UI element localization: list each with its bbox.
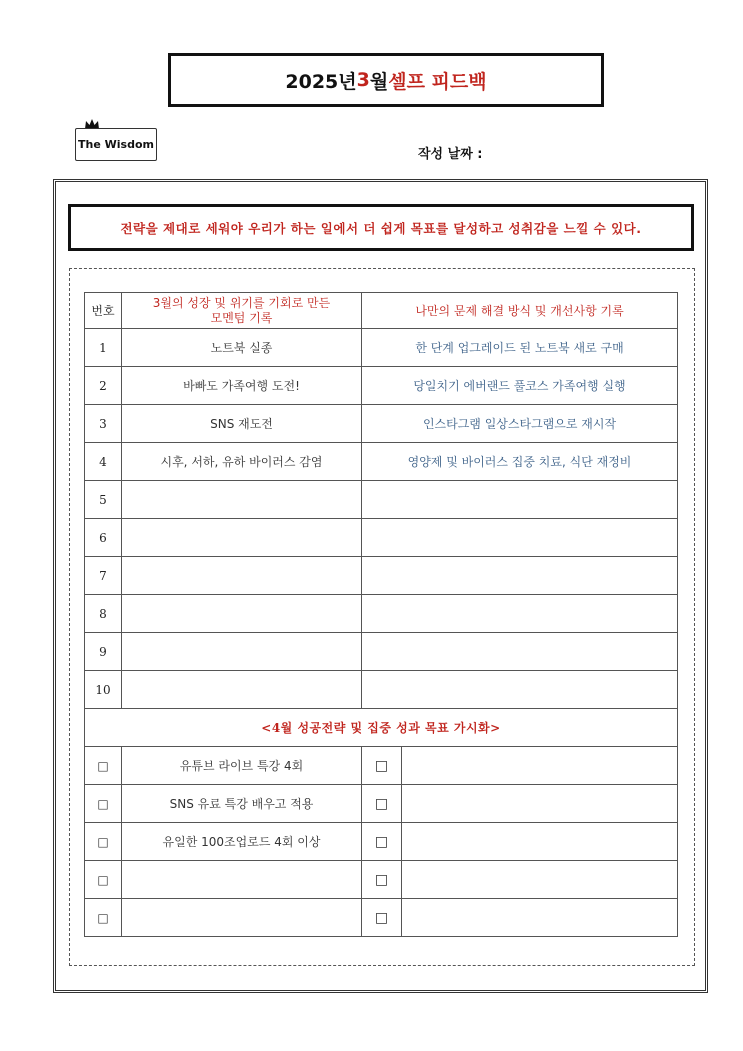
row-number: 3 [85, 405, 122, 443]
row-number: 4 [85, 443, 122, 481]
moment-cell[interactable]: SNS 재도전 [122, 405, 362, 443]
checkbox-right[interactable]: □ [362, 861, 402, 898]
moment-cell[interactable] [122, 595, 362, 633]
page-title [168, 53, 604, 107]
section-title: <4월 성공전략 및 집중 성과 목표 가시화> [85, 709, 678, 747]
checkbox-left[interactable]: □ [85, 823, 122, 861]
goal-left[interactable] [122, 899, 362, 937]
table-row [85, 443, 678, 481]
table-row [85, 671, 678, 709]
section-title-row [85, 709, 678, 747]
row-number: 7 [85, 557, 122, 595]
goal-row [85, 899, 678, 937]
table-row [85, 595, 678, 633]
goal-right-container [362, 747, 678, 785]
checkbox-left[interactable]: □ [85, 747, 122, 785]
row-number: 8 [85, 595, 122, 633]
moment-cell[interactable] [122, 557, 362, 595]
title-rest: 셀프 피드백 [388, 70, 487, 93]
solution-cell[interactable]: 한 단계 업그레이드 된 노트북 새로 구매 [362, 329, 678, 367]
goal-right-container [362, 861, 678, 899]
logo: The Wisdom [75, 128, 157, 161]
solution-cell[interactable]: 인스타그램 일상스타그램으로 재시작 [362, 405, 678, 443]
table-header-row [85, 293, 678, 329]
moment-cell[interactable]: 시후, 서하, 유하 바이러스 감염 [122, 443, 362, 481]
header-solutions: 나만의 문제 해결 방식 및 개선사항 기록 [362, 293, 678, 329]
row-number: 10 [85, 671, 122, 709]
goal-row [85, 747, 678, 785]
checkbox-right[interactable]: □ [362, 747, 402, 784]
table-row [85, 405, 678, 443]
table-row [85, 557, 678, 595]
goal-left[interactable]: SNS 유료 특강 배우고 적용 [122, 785, 362, 823]
goal-right-container [362, 785, 678, 823]
solution-cell[interactable]: 당일치기 에버랜드 풀코스 가족여행 실행 [362, 367, 678, 405]
moment-cell[interactable] [122, 633, 362, 671]
goal-right[interactable] [402, 861, 677, 898]
solution-cell[interactable] [362, 519, 678, 557]
goal-right[interactable] [402, 823, 677, 860]
checkbox-left[interactable]: □ [85, 899, 122, 937]
date-label: 작성 날짜 : [418, 147, 483, 162]
row-number: 2 [85, 367, 122, 405]
solution-cell[interactable] [362, 595, 678, 633]
solution-cell[interactable] [362, 671, 678, 709]
moment-cell[interactable] [122, 481, 362, 519]
row-number: 1 [85, 329, 122, 367]
title-year: 2025년 [285, 70, 357, 93]
table-row [85, 367, 678, 405]
checkbox-right[interactable]: □ [362, 785, 402, 822]
header-moments-line1: 3월의 성장 및 위기를 기회로 만든 [152, 295, 331, 310]
checkbox-left[interactable]: □ [85, 861, 122, 899]
goal-right[interactable] [402, 747, 677, 784]
row-number: 6 [85, 519, 122, 557]
checkbox-right[interactable]: □ [362, 823, 402, 860]
feedback-table [84, 292, 678, 937]
goal-left[interactable] [122, 861, 362, 899]
header-moments-line2: 모멘텀 기록 [210, 310, 273, 325]
solution-cell[interactable] [362, 557, 678, 595]
goal-row [85, 823, 678, 861]
goal-right-container [362, 899, 678, 937]
moment-cell[interactable] [122, 519, 362, 557]
goal-row [85, 785, 678, 823]
header-number: 번호 [85, 293, 122, 329]
table-row [85, 329, 678, 367]
goal-right-container [362, 823, 678, 861]
moment-cell[interactable]: 노트북 실종 [122, 329, 362, 367]
moment-cell[interactable]: 바빠도 가족여행 도전! [122, 367, 362, 405]
table-row [85, 519, 678, 557]
row-number: 9 [85, 633, 122, 671]
moment-cell[interactable] [122, 671, 362, 709]
solution-cell[interactable] [362, 481, 678, 519]
motto-banner: 전략을 제대로 세워야 우리가 하는 일에서 더 쉽게 목표를 달성하고 성취감을 느낄 수 있다. [68, 204, 694, 251]
row-number: 5 [85, 481, 122, 519]
table-row [85, 481, 678, 519]
checkbox-left[interactable]: □ [85, 785, 122, 823]
goal-right[interactable] [402, 785, 677, 822]
checkbox-right[interactable]: □ [362, 899, 402, 936]
solution-cell[interactable] [362, 633, 678, 671]
goal-right[interactable] [402, 899, 677, 936]
goal-row [85, 861, 678, 899]
title-month: 3 [356, 69, 370, 91]
table-row [85, 633, 678, 671]
solution-cell[interactable]: 영양제 및 바이러스 집중 치료, 식단 재정비 [362, 443, 678, 481]
goal-left[interactable]: 유튜브 라이브 특강 4회 [122, 747, 362, 785]
title-month-suffix: 월 [369, 70, 389, 93]
goal-left[interactable]: 유일한 100조업로드 4회 이상 [122, 823, 362, 861]
header-moments [122, 293, 362, 329]
